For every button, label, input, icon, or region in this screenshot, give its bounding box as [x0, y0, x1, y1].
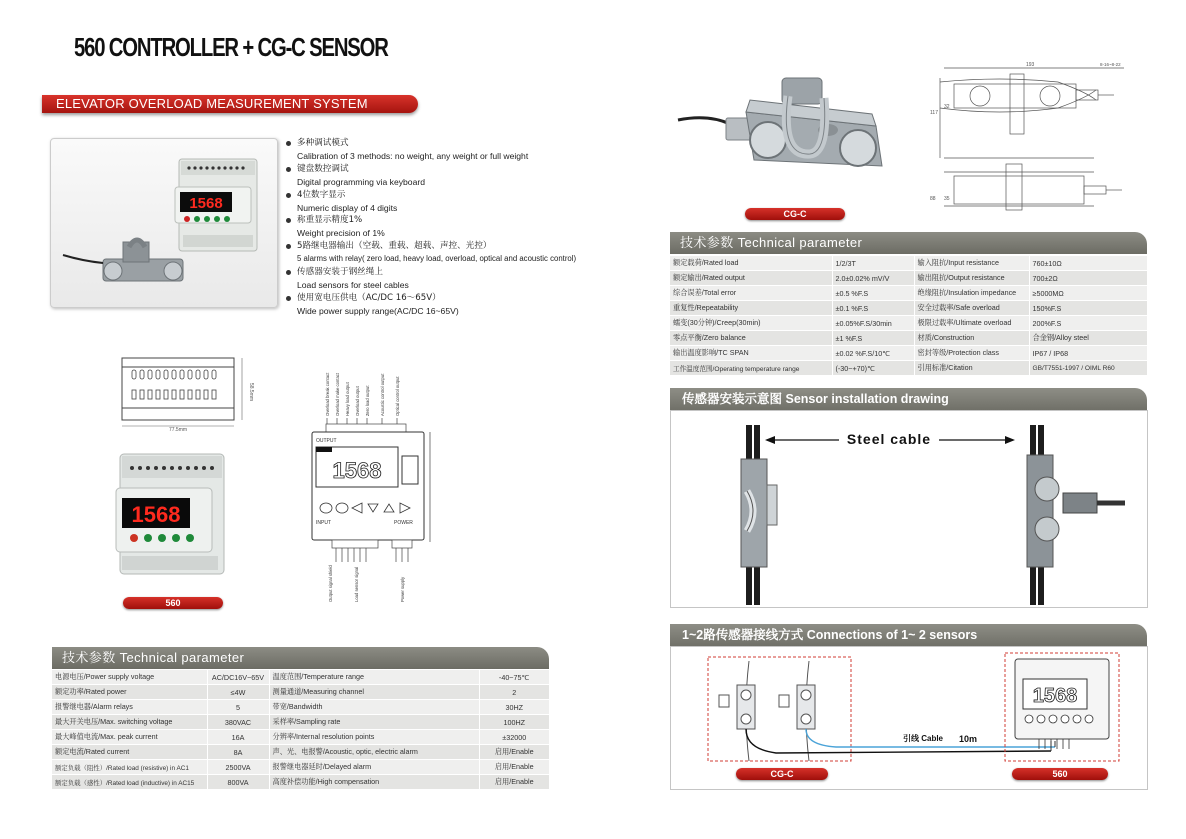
- relay-output-label: Overload output: [355, 386, 360, 416]
- feature-item: 4位数字显示 Numeric display of 4 digits: [286, 189, 586, 215]
- feature-item: 传感器安装于钢丝绳上 Load sensors for steel cables: [286, 266, 586, 292]
- feature-item: 使用宽电压供电（AC/DC 16～65V） Wide power supply range(AC/DC 16~65V): [286, 292, 586, 318]
- table-row: 重复性/Repeatability ±0.1 %F.S 安全过载率/Safe overload 150%F.S: [670, 301, 1147, 316]
- wiring-sensor-pill: CG-C: [736, 768, 828, 780]
- feature-item: 键盘数控调试 Digital programming via keyboard: [286, 163, 586, 189]
- relay-output-label: Overload make contact: [335, 372, 340, 416]
- controller-wiring-diagram: [302, 350, 438, 608]
- table-row: 额定负载（阻性）/Rated load (resistive) in AC1 2500VA 报警继电器延时/Delayed alarm 启用/Enable: [52, 760, 549, 775]
- controller-photo-display: 1568: [131, 502, 181, 527]
- dim-88: 88: [930, 196, 936, 202]
- table-row: 额定载荷/Rated load 1/2/3T 输入阻抗/Input resistance 760±10Ω: [670, 256, 1147, 271]
- controller-model-pill: 560: [123, 597, 223, 609]
- feature-list: [286, 137, 586, 318]
- relay-output-label: Optical control output: [395, 376, 400, 416]
- dim-width-label: 77.5mm: [168, 427, 188, 432]
- feature-item: 多种调试模式 Calibration of 3 methods: no weight, any weight or full weight: [286, 137, 586, 163]
- page-title: 560 CONTROLLER + CG-C SENSOR: [74, 32, 388, 62]
- terminal-label: Output signal shield: [328, 565, 333, 602]
- input-label: INPUT: [316, 520, 331, 526]
- relay-output-label: Overload break contact: [325, 372, 330, 416]
- table-row: 额定负载（感性）/Rated load (inductive) in AC15 800VA 高度补偿功能/High compensation 启用/Enable: [52, 775, 549, 790]
- terminal-label: Load sensor signal: [354, 566, 359, 602]
- relay-output-label: Zero load output: [365, 385, 370, 416]
- dim-193: 193: [1026, 62, 1035, 68]
- sensor-dimension-drawing: [926, 58, 1158, 216]
- sensor-photo: [676, 68, 898, 204]
- output-label: OUTPUT: [316, 438, 337, 444]
- right-spec-table: [670, 256, 1147, 376]
- wiring-controller-pill: 560: [1012, 768, 1108, 780]
- wiring-controller-display: 1568: [1032, 685, 1078, 707]
- cable-label: 引线 Cable: [903, 734, 944, 743]
- power-label: POWER: [394, 520, 413, 526]
- wiring-section-heading: 1~2路传感器接线方式 Connections of 1~ 2 sensors: [670, 624, 1147, 646]
- table-row: 蠕变(30分钟)/Creep(30min) ±0.05%F.S/30min 极限过载率/Ultimate overload 200%F.S: [670, 316, 1147, 331]
- dim-height-label: 58.5mm: [248, 382, 254, 402]
- dim-117: 117: [930, 110, 938, 116]
- dim-35: 35: [944, 196, 950, 202]
- controller-display: 1568: [189, 195, 223, 212]
- diagram-display: 1568: [332, 458, 382, 483]
- left-table-heading: 技术参数 Technical parameter: [52, 647, 549, 669]
- right-table-heading: 技术参数 Technical parameter: [670, 232, 1147, 254]
- table-row: 报警继电器/Alarm relays 5 带宽/Bandwidth 30HZ: [52, 700, 549, 715]
- table-row: 最大峰值电流/Max. peak current 16A 分辨率/Internal resolution points ±32000: [52, 730, 549, 745]
- feature-item: 5路继电器输出（空载、重载、超载、声控、光控） 5 alarms with relay( zero load, heavy load, overload, optical and acoustic control): [286, 240, 586, 266]
- relay-output-label: Acoustic control output: [380, 373, 385, 416]
- table-row: 零点平衡/Zero balance ±1 %F.S 材质/Construction 合金钢/Alloy steel: [670, 331, 1147, 346]
- left-spec-table: [52, 670, 549, 790]
- subtitle-bar: ELEVATOR OVERLOAD MEASUREMENT SYSTEM: [42, 95, 418, 113]
- install-drawing-box: [670, 410, 1148, 608]
- dim-32: 32: [944, 104, 950, 110]
- table-row: 最大开关电压/Max. switching voltage 380VAC 采样率/Sampling rate 100HZ: [52, 715, 549, 730]
- terminal-label: Power supply: [400, 576, 405, 602]
- controller-dimension-drawing: [110, 352, 255, 432]
- table-row: 额定输出/Rated output 2.0±0.02% mV/V 输出阻抗/Output resistance 700±2Ω: [670, 271, 1147, 286]
- cable-length: 10m: [959, 734, 978, 744]
- table-row: 工作温度范围/Operating temperature range (-30~+70)℃ 引用标准/Citation GB/T7551-1997 / OIML R60: [670, 361, 1147, 376]
- steel-cable-label: Steel cable: [846, 431, 932, 447]
- table-row: 电源电压/Power supply voltage AC/DC16V~65V 温度范围/Temperature range -40~75℃: [52, 670, 549, 685]
- table-row: 额定功率/Rated power ≤4W 测量通道/Measuring channel 2: [52, 685, 549, 700]
- table-row: 额定电流/Rated current 8A 声、光、电报警/Acoustic, optic, electric alarm 启用/Enable: [52, 745, 549, 760]
- table-row: 输出温度影响/TC SPAN ±0.02 %F.S/10℃ 密封等级/Protection class IP67 / IP68: [670, 346, 1147, 361]
- dim-thread: 8-16~8-22: [1100, 62, 1121, 67]
- table-row: 综合误差/Total error ±0.5 %F.S 绝缘阻抗/Insulation impedance ≥5000MΩ: [670, 286, 1147, 301]
- product-photo: [50, 138, 278, 308]
- sensor-model-pill: CG-C: [745, 208, 845, 220]
- relay-output-label: Heavy load output: [345, 382, 350, 416]
- controller-photo: [112, 450, 232, 580]
- install-section-heading: 传感器安装示意图 Sensor installation drawing: [670, 388, 1147, 410]
- feature-item: 称重显示精度1% Weight precision of 1%: [286, 214, 586, 240]
